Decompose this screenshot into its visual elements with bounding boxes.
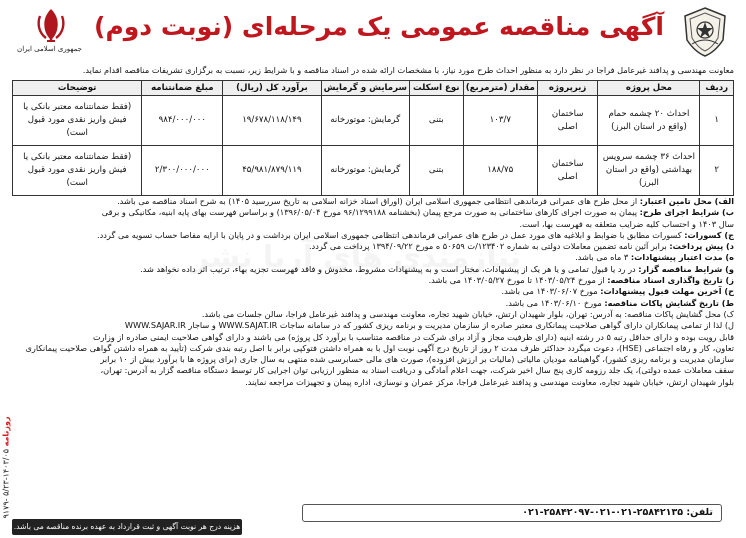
cell-estimate: ۴۵/۹۸۱/۸۷۹/۱۱۹ [223, 146, 321, 196]
newspaper-sidebar [0, 260, 12, 530]
cell-hvac: گرمایش: موتورخانه [321, 146, 409, 196]
tender-conditions [12, 196, 734, 388]
cell-area: ۱۰۳/۷ [463, 96, 537, 146]
cell-subproject: ساختمان اصلی [537, 96, 598, 146]
clause-deductions: ج) کسورات: کسورات مطابق با ضوابط و ابلاغیه های مورد عمل در طرح های عمرانی فرماندهی انتظامی جمهوری اسلامی ایران برداشت و در پایان با ارایه مفاصا حساب تسویه می گردد. [97, 229, 734, 240]
clause-execution-terms-cont: سال ۱۴۰۳ و احتساب کلیه ضرایب متعلقه به فهرست بها، است. [519, 218, 734, 229]
clause-funding: الف) محل تامین اعتبار: از محل طرح های عمرانی فرماندهی انتظامی جمهوری اسلامی ایران (اوراق اسناد خزانه اسلامی به تاریخ سررسید ۱۴۰۵) به شرح اسناد مناقصه می باشد. [117, 196, 734, 206]
cell-hvac: گرمایش: موتورخانه [321, 96, 409, 146]
clause-prepayment: د) پیش پرداخت: برابر آئین نامه تضمین معاملات دولتی به شماره ۱۲۳۴۰۲/ت ۵۰۶۵۹ ه مورخ ۱۳۹۴/۰۹/۲۲ پرداخت می گردد. [308, 241, 734, 252]
col-header-estimate: برآورد کل (ریال) [223, 81, 321, 96]
cell-guarantee: ۹۸۴/۰۰۰/۰۰۰ [142, 96, 223, 146]
table-row [13, 146, 734, 196]
cost-note: هزینه درج هر نوبت آگهی و ثبت قرارداد به عهده برنده مناقصه می باشد. [12, 519, 242, 535]
contact-phone: تلفن: ۲۵۸۴۲۱۳۵-۰۲۱-۰۲۱-۲۵۸۴۲۰۹۷-۰۲۱ [302, 504, 722, 522]
clause-contractors-cont: تعاون، کار و رفاه اجتماعی (HSE)، دعوت میگردد حداکثر ظرف مدت ۲ روز از تاریخ درج آگهی نوبت اول با به همراه داشتن فتوکپی برابر با اصل رتبه بندی شرکت (تأیید به همراه داشتن گواهی صلاحیت پیمانکاری [25, 342, 734, 353]
clause-opening-date: ط) تاریخ گشایش پاکات مناقصه: مورخ ۱۴۰۳/۰۶/۱۰ می باشد. [505, 297, 734, 308]
clause-validity: ه) مدت اعتبار پیشنهادات: ۳ ماه می باشد. [575, 252, 734, 263]
tender-ad [12, 4, 734, 534]
col-header-notes: توضیحات [13, 81, 142, 96]
clause-contractors-cont: قابل رویت بوده و دارای حداقل رتبه ۵ در رشته ابنیه (دارای ظرفیت مجاز و آزاد برای شرکت در مناقصه متناسب با برآورد کل پروژه) می باشند و دارای گواهی صلاحیت ایمنی صادره از وزارت [92, 331, 734, 342]
clause-deadline: ح) آخرین مهلت قبول پیشنهادات: مورخ ۱۴۰۳/۰۶/۰۷ می باشد. [501, 286, 734, 297]
clause-opening-place: ک) محل گشایش پاکات مناقصه: به آدرس: تهران، بلوار شهیدان ارتش، خیابان شهید تجاره، معاونت مهندسی و پدافند غیرعامل فراجا، سالن جلسات می باشد. [201, 308, 734, 319]
publication-code: ۹۱۷۹- ۵/۲۳-۱۴۰۳/۰۵ [1, 448, 11, 519]
cell-row-no: ۱ [700, 96, 734, 146]
clause-contractors-cont: بلوار شهیدان ارتش، خیابان شهید تجاره، معاونت مهندسی و پدافند غیرعامل فراجا، مرکز عمران و نوسازی، اداره پیمان و تجهیزات مراجعه نمایند. [245, 376, 734, 387]
clause-contractors-cont: سازمان مدیریت و برنامه ریزی کشور)، گواهینامه مودیان مالیاتی (مالیات بر ارزش افزوده)، صورت های مالی حسابرسی شده منتهی به سال جاری (برای پروژه ها با برآورد بیش از ۱۰ برابر [100, 354, 734, 365]
ad-header [12, 4, 734, 62]
cell-skeleton: بتنی [409, 146, 463, 196]
cell-notes: (فقط ضمانتنامه معتبر بانکی یا فیش واریز نقدی مورد قبول است) [13, 96, 142, 146]
col-header-skeleton: نوع اسکلت [409, 81, 463, 96]
cell-row-no: ۲ [700, 146, 734, 196]
clause-document-dates: ز) تاریخ واگذاری اسناد مناقصه: از مورخ ۱۴۰۳/۰۵/۲۴ تا مورخ ۱۴۰۳/۰۵/۲۷ می باشد. [428, 275, 734, 286]
cell-estimate: ۱۹/۶۷۸/۱۱۸/۱۴۹ [223, 96, 321, 146]
cell-location: احداث ۳۶ چشمه سرویس بهداشتی (واقع در استان البرز) [598, 146, 700, 196]
table-row [13, 96, 734, 146]
col-header-guarantee: مبلغ ضمانتنامه [142, 81, 223, 96]
col-header-subproject: زیرپروژه [537, 81, 598, 96]
newspaper-logo: روزنامه [1, 416, 11, 447]
clause-execution-terms: ب) شرایط اجرای طرح: پیمان به صورت اجرای کارهای ساختمانی به صورت مرجع پیمان (بخشنامه ۹۶/۱۲۹۹۱۸۸ مورخ ۱۳۹۶/۰۵/۰۴) و براساس فهرست بهای پایه ابنیه، مکانیکی و برقی [101, 207, 734, 218]
cell-area: ۱۸۸/۷۵ [463, 146, 537, 196]
emblem-caption: جمهوری اسلامی ایران [17, 45, 82, 53]
clause-contractors-cont: سقف معاملات عمده دولتی)، یک جلد رزومه کاری پنج سال اخیر شرکت، جهت اعلام آمادگی و دریافت اسناد به منظور ارزیابی توان اجرایی کار توسط دستگاه مناقصه گزار به آدرس: تهران، [100, 365, 734, 376]
tender-table [12, 80, 734, 196]
col-header-row-no: ردیف [700, 81, 734, 96]
clause-contractors: ل) لذا از تمامی پیمانکاران دارای گواهی صلاحیت پیمانکاری معتبر صادره از سازمان مدیریت و برنامه ریزی کشور که در سامانه ساجات WWW.SAJAT.IR و ساجار WWW.SAJAR.IR [124, 320, 734, 331]
cell-skeleton: بتنی [409, 96, 463, 146]
cell-notes: (فقط ضمانتنامه معتبر بانکی یا فیش واریز نقدی مورد قبول است) [13, 146, 142, 196]
cell-location: احداث ۲۰ چشمه حمام (واقع در استان البرز) [598, 96, 700, 146]
clause-tender-terms: و) شرایط مناقصه گزار: در رد یا قبول تمامی و یا هر یک از پیشنهادات، مختار است و به پیشنهادات مشروط، مخدوش و فاقد فهرست تجزیه بهاء، ترتیب اثر داده نخواهد شد. [140, 263, 734, 274]
iran-emblem-icon [34, 6, 68, 44]
iran-emblem [17, 6, 82, 62]
cell-guarantee: ۲/۳۰۰/۰۰۰/۰۰۰ [142, 146, 223, 196]
table-header-row [13, 81, 734, 96]
ad-title: آگهی مناقصه عمومی یک مرحله‌ای (نوبت دوم) [94, 12, 664, 41]
cell-subproject: ساختمان اصلی [537, 146, 598, 196]
col-header-area: مقدار (مترمربع) [463, 81, 537, 96]
col-header-location: محل پروژه [598, 81, 700, 96]
col-header-hvac: سرمایش و گرمایش [321, 81, 409, 96]
police-emblem-icon [680, 6, 730, 58]
intro-text: معاونت مهندسی و پدافند غیرعامل فراجا در نظر دارد به منظور احداث طرح مورد نیاز، با مشخصات ارائه شده در اسناد مناقصه و با شرایط زیر، نسبت به برگزاری تشریفات مناقصه اقدام نماید. [82, 65, 734, 75]
